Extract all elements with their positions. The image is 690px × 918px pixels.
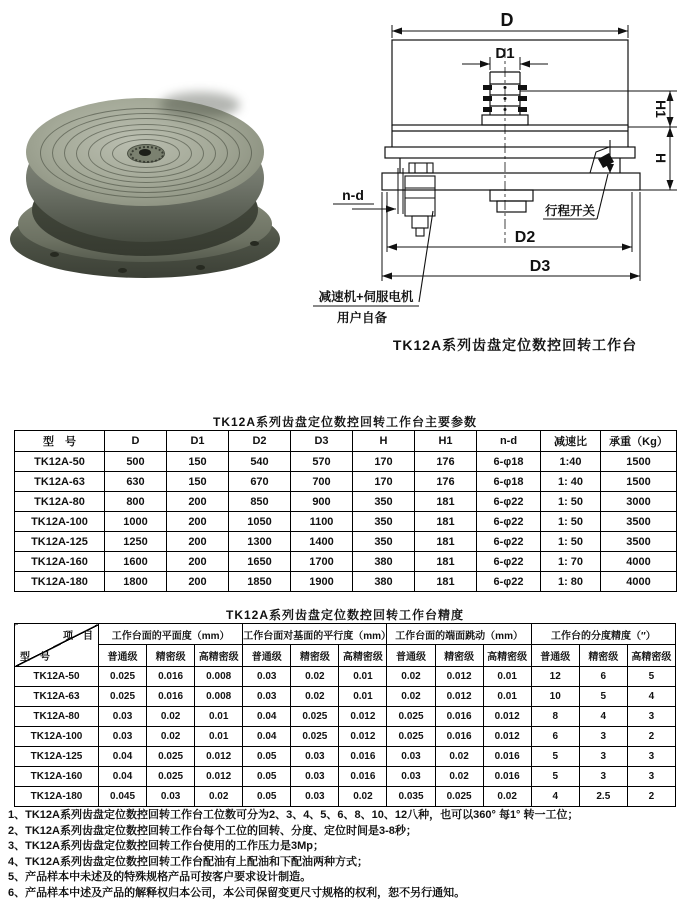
value-cell: 0.012 — [339, 727, 387, 747]
column-header: 型 号 — [15, 431, 105, 452]
note-item: 4、TK12A系列齿盘定位数控回转工作台配油有上配油和下配油两种方式； — [8, 855, 368, 868]
value-cell: 850 — [229, 492, 291, 512]
travel-switch-label: 行程开关 — [544, 204, 596, 218]
value-cell: 0.012 — [483, 727, 531, 747]
value-cell: 170 — [353, 472, 415, 492]
value-cell: 10 — [531, 687, 579, 707]
value-cell: 0.025 — [147, 747, 195, 767]
precision-grade-header-row — [15, 645, 676, 667]
dim-label-h: H — [653, 152, 669, 164]
column-header: D — [105, 431, 167, 452]
value-cell: 700 — [291, 472, 353, 492]
value-cell: 1250 — [105, 532, 167, 552]
value-cell: 3 — [627, 707, 675, 727]
value-cell: 0.03 — [291, 787, 339, 807]
value-cell: 0.016 — [483, 747, 531, 767]
table-row — [15, 512, 677, 532]
value-cell: 0.012 — [339, 707, 387, 727]
value-cell: 350 — [353, 532, 415, 552]
value-cell: 176 — [415, 452, 477, 472]
value-cell: 181 — [415, 552, 477, 572]
model-cell: TK12A-125 — [15, 532, 105, 552]
value-cell: 3 — [579, 767, 627, 787]
value-cell: 670 — [229, 472, 291, 492]
value-cell: 0.03 — [387, 767, 435, 787]
value-cell: 181 — [415, 492, 477, 512]
value-cell: 0.03 — [99, 727, 147, 747]
diagram-caption: TK12A系列齿盘定位数控回转工作台 — [392, 337, 638, 353]
base-mounting-hole — [50, 252, 59, 257]
dim-label-d2: D2 — [514, 229, 536, 246]
grade-header: 普通级 — [243, 645, 291, 667]
dim-label-nd: n-d — [342, 187, 364, 203]
technical-diagram — [300, 0, 690, 335]
value-cell: 1500 — [601, 452, 677, 472]
value-cell: 150 — [167, 452, 229, 472]
value-cell: 0.01 — [195, 727, 243, 747]
table-row — [15, 787, 676, 807]
table-row — [15, 572, 677, 592]
value-cell: 0.016 — [339, 767, 387, 787]
value-cell: 0.02 — [387, 667, 435, 687]
column-header: 减速比 — [541, 431, 601, 452]
value-cell: 5 — [531, 767, 579, 787]
model-cell: TK12A-80 — [15, 707, 99, 727]
value-cell: 4000 — [601, 572, 677, 592]
value-cell: 0.03 — [387, 747, 435, 767]
value-cell: 3500 — [601, 512, 677, 532]
value-cell: 0.03 — [291, 767, 339, 787]
grade-header: 普通级 — [99, 645, 147, 667]
value-cell: 1000 — [105, 512, 167, 532]
value-cell: 181 — [415, 572, 477, 592]
precision-table — [14, 623, 676, 807]
value-cell: 1050 — [229, 512, 291, 532]
value-cell: 0.025 — [291, 707, 339, 727]
column-header: D2 — [229, 431, 291, 452]
group-header-parallelism: 工作台面对基面的平行度（mm） — [243, 624, 387, 645]
table-body-outline — [382, 40, 640, 212]
model-cell: TK12A-50 — [15, 667, 99, 687]
value-cell: 0.01 — [339, 667, 387, 687]
value-cell: 181 — [415, 512, 477, 532]
value-cell: 1: 50 — [541, 532, 601, 552]
value-cell: 3000 — [601, 492, 677, 512]
value-cell: 0.03 — [99, 707, 147, 727]
group-header-indexing: 工作台的分度精度（″） — [531, 624, 675, 645]
value-cell: 0.012 — [195, 767, 243, 787]
precision-group-header-row — [15, 624, 676, 645]
value-cell: 0.025 — [435, 787, 483, 807]
value-cell: 200 — [167, 512, 229, 532]
table-row — [15, 552, 677, 572]
value-cell: 1800 — [105, 572, 167, 592]
value-cell: 0.025 — [291, 727, 339, 747]
value-cell: 4 — [579, 707, 627, 727]
value-cell: 0.025 — [387, 727, 435, 747]
table-row — [15, 452, 677, 472]
model-cell: TK12A-100 — [15, 512, 105, 532]
base-mounting-hole — [250, 241, 259, 246]
value-cell: 6 — [579, 667, 627, 687]
grade-header: 高精密级 — [195, 645, 243, 667]
value-cell: 1900 — [291, 572, 353, 592]
value-cell: 0.02 — [147, 707, 195, 727]
value-cell: 0.04 — [99, 767, 147, 787]
value-cell: 0.01 — [195, 707, 243, 727]
model-cell: TK12A-50 — [15, 452, 105, 472]
hub-center-hole — [139, 149, 151, 156]
value-cell: 1: 80 — [541, 572, 601, 592]
value-cell: 1400 — [291, 532, 353, 552]
grade-header: 普通级 — [387, 645, 435, 667]
value-cell: 380 — [353, 572, 415, 592]
motor-label: 减速机+伺服电机 — [318, 290, 414, 304]
value-cell: 0.02 — [435, 747, 483, 767]
value-cell: 0.016 — [339, 747, 387, 767]
value-cell: 4000 — [601, 552, 677, 572]
value-cell: 6-φ22 — [477, 512, 541, 532]
corner-header-cell — [15, 624, 99, 667]
value-cell: 0.02 — [195, 787, 243, 807]
value-cell: 1300 — [229, 532, 291, 552]
value-cell: 0.02 — [483, 787, 531, 807]
model-cell: TK12A-160 — [15, 552, 105, 572]
model-cell: TK12A-160 — [15, 767, 99, 787]
table-row — [15, 667, 676, 687]
group-header-flatness: 工作台面的平面度（mm） — [99, 624, 243, 645]
value-cell: 0.012 — [435, 687, 483, 707]
corner-model-label: 型 号 — [20, 652, 50, 663]
product-photo — [10, 84, 288, 284]
dim-label-d: D — [500, 10, 514, 30]
column-header: H1 — [415, 431, 477, 452]
table-row — [15, 727, 676, 747]
table-row — [15, 532, 677, 552]
value-cell: 350 — [353, 492, 415, 512]
value-cell: 1: 40 — [541, 472, 601, 492]
value-cell: 2 — [627, 787, 675, 807]
value-cell: 0.035 — [387, 787, 435, 807]
precision-table-title: TK12A系列齿盘定位数控回转工作台精度 — [225, 608, 464, 622]
value-cell: 0.03 — [243, 667, 291, 687]
motor-assembly — [405, 163, 435, 302]
value-cell: 181 — [415, 532, 477, 552]
model-cell: TK12A-63 — [15, 687, 99, 707]
main-table-title: TK12A系列齿盘定位数控回转工作台主要参数 — [212, 415, 477, 429]
value-cell: 0.025 — [99, 687, 147, 707]
dim-label-h1: H1 — [653, 100, 669, 118]
value-cell: 1:40 — [541, 452, 601, 472]
value-cell: 350 — [353, 512, 415, 532]
column-header: D1 — [167, 431, 229, 452]
value-cell: 3 — [627, 767, 675, 787]
value-cell: 0.02 — [291, 687, 339, 707]
value-cell: 0.05 — [243, 787, 291, 807]
model-cell: TK12A-80 — [15, 492, 105, 512]
value-cell: 380 — [353, 552, 415, 572]
value-cell: 8 — [531, 707, 579, 727]
column-header: D3 — [291, 431, 353, 452]
value-cell: 0.04 — [243, 707, 291, 727]
value-cell: 176 — [415, 472, 477, 492]
value-cell: 2 — [627, 727, 675, 747]
value-cell: 500 — [105, 452, 167, 472]
note-item: 2、TK12A系列齿盘定位数控回转工作台每个工位的回转、分度、定位时间是3-8秒； — [8, 824, 417, 837]
value-cell: 0.016 — [147, 687, 195, 707]
main-parameters-table — [14, 430, 677, 592]
value-cell: 12 — [531, 667, 579, 687]
grade-header: 高精密级 — [339, 645, 387, 667]
value-cell: 3 — [627, 747, 675, 767]
model-cell: TK12A-180 — [15, 572, 105, 592]
value-cell: 0.01 — [483, 687, 531, 707]
value-cell: 0.04 — [243, 727, 291, 747]
value-cell: 540 — [229, 452, 291, 472]
value-cell: 0.025 — [387, 707, 435, 727]
travel-switch-pin — [606, 164, 614, 173]
value-cell: 1100 — [291, 512, 353, 532]
table-row — [15, 492, 677, 512]
note-item: 6、产品样本中述及产品的解释权归本公司，本公司保留变更尺寸规格的权利，恕不另行通知。 — [8, 886, 466, 899]
dim-label-d3: D3 — [529, 258, 551, 275]
value-cell: 5 — [579, 687, 627, 707]
grade-header: 精密级 — [435, 645, 483, 667]
table-row — [15, 767, 676, 787]
value-cell: 1850 — [229, 572, 291, 592]
model-cell: TK12A-125 — [15, 747, 99, 767]
value-cell: 0.008 — [195, 687, 243, 707]
value-cell: 1650 — [229, 552, 291, 572]
value-cell: 0.03 — [291, 747, 339, 767]
value-cell: 4 — [531, 787, 579, 807]
value-cell: 170 — [353, 452, 415, 472]
value-cell: 6 — [531, 727, 579, 747]
value-cell: 3 — [579, 747, 627, 767]
notes-list — [8, 808, 684, 901]
value-cell: 6-φ22 — [477, 532, 541, 552]
value-cell: 1: 70 — [541, 552, 601, 572]
value-cell: 0.02 — [147, 727, 195, 747]
value-cell: 0.016 — [435, 727, 483, 747]
table-row — [15, 472, 677, 492]
value-cell: 570 — [291, 452, 353, 472]
value-cell: 0.05 — [243, 747, 291, 767]
grade-header: 精密级 — [291, 645, 339, 667]
group-header-runout: 工作台面的端面跳动（mm） — [387, 624, 531, 645]
value-cell: 900 — [291, 492, 353, 512]
grade-header: 精密级 — [147, 645, 195, 667]
value-cell: 6-φ22 — [477, 552, 541, 572]
value-cell: 5 — [531, 747, 579, 767]
value-cell: 0.05 — [243, 767, 291, 787]
note-item: 1、TK12A系列齿盘定位数控回转工作台工位数可分为2、3、4、5、6、8、10、12八种，也可以360° 每1° 转一工位； — [8, 809, 579, 821]
value-cell: 4 — [627, 687, 675, 707]
value-cell: 1500 — [601, 472, 677, 492]
value-cell: 150 — [167, 472, 229, 492]
corner-item-label: 项 目 — [63, 631, 93, 642]
value-cell: 0.025 — [99, 667, 147, 687]
value-cell: 0.016 — [435, 707, 483, 727]
value-cell: 1: 50 — [541, 512, 601, 532]
value-cell: 200 — [167, 532, 229, 552]
value-cell: 3 — [579, 727, 627, 747]
model-cell: TK12A-63 — [15, 472, 105, 492]
value-cell: 1600 — [105, 552, 167, 572]
value-cell: 200 — [167, 572, 229, 592]
value-cell: 0.016 — [147, 667, 195, 687]
value-cell: 3500 — [601, 532, 677, 552]
value-cell: 800 — [105, 492, 167, 512]
value-cell: 0.01 — [339, 687, 387, 707]
value-cell: 6-φ18 — [477, 472, 541, 492]
model-cell: TK12A-100 — [15, 727, 99, 747]
note-item: 5、产品样本中未述及的特殊规格产品可按客户要求设计制造。 — [8, 871, 312, 883]
user-supplied-label: 用户自备 — [336, 311, 388, 325]
value-cell: 0.012 — [195, 747, 243, 767]
value-cell: 0.02 — [435, 767, 483, 787]
value-cell: 0.02 — [387, 687, 435, 707]
value-cell: 0.012 — [435, 667, 483, 687]
value-cell: 0.03 — [147, 787, 195, 807]
value-cell: 1700 — [291, 552, 353, 572]
value-cell: 0.04 — [99, 747, 147, 767]
model-cell: TK12A-180 — [15, 787, 99, 807]
column-header: 承重（Kg） — [601, 431, 677, 452]
value-cell: 5 — [627, 667, 675, 687]
main-table-header-row — [15, 431, 677, 452]
dim-label-d1: D1 — [495, 45, 515, 62]
value-cell: 0.025 — [147, 767, 195, 787]
grade-header: 精密级 — [579, 645, 627, 667]
column-header: n-d — [477, 431, 541, 452]
base-mounting-hole — [118, 268, 127, 273]
value-cell: 6-φ22 — [477, 492, 541, 512]
value-cell: 0.016 — [483, 767, 531, 787]
value-cell: 200 — [167, 492, 229, 512]
base-mounting-hole — [196, 265, 205, 270]
grade-header: 高精密级 — [627, 645, 675, 667]
value-cell: 0.02 — [339, 787, 387, 807]
value-cell: 0.012 — [483, 707, 531, 727]
note-item: 3、TK12A系列齿盘定位数控回转工作台使用的工作压力是3Mp； — [8, 840, 324, 852]
value-cell: 1: 50 — [541, 492, 601, 512]
value-cell: 630 — [105, 472, 167, 492]
value-cell: 6-φ18 — [477, 452, 541, 472]
value-cell: 2.5 — [579, 787, 627, 807]
column-header: H — [353, 431, 415, 452]
grade-header: 高精密级 — [483, 645, 531, 667]
value-cell: 0.045 — [99, 787, 147, 807]
value-cell: 0.02 — [291, 667, 339, 687]
dimension-lines — [333, 25, 670, 281]
table-row — [15, 747, 676, 767]
value-cell: 6-φ22 — [477, 572, 541, 592]
value-cell: 0.008 — [195, 667, 243, 687]
value-cell: 0.03 — [243, 687, 291, 707]
value-cell: 0.01 — [483, 667, 531, 687]
value-cell: 200 — [167, 552, 229, 572]
table-row — [15, 687, 676, 707]
grade-header: 普通级 — [531, 645, 579, 667]
table-row — [15, 707, 676, 727]
